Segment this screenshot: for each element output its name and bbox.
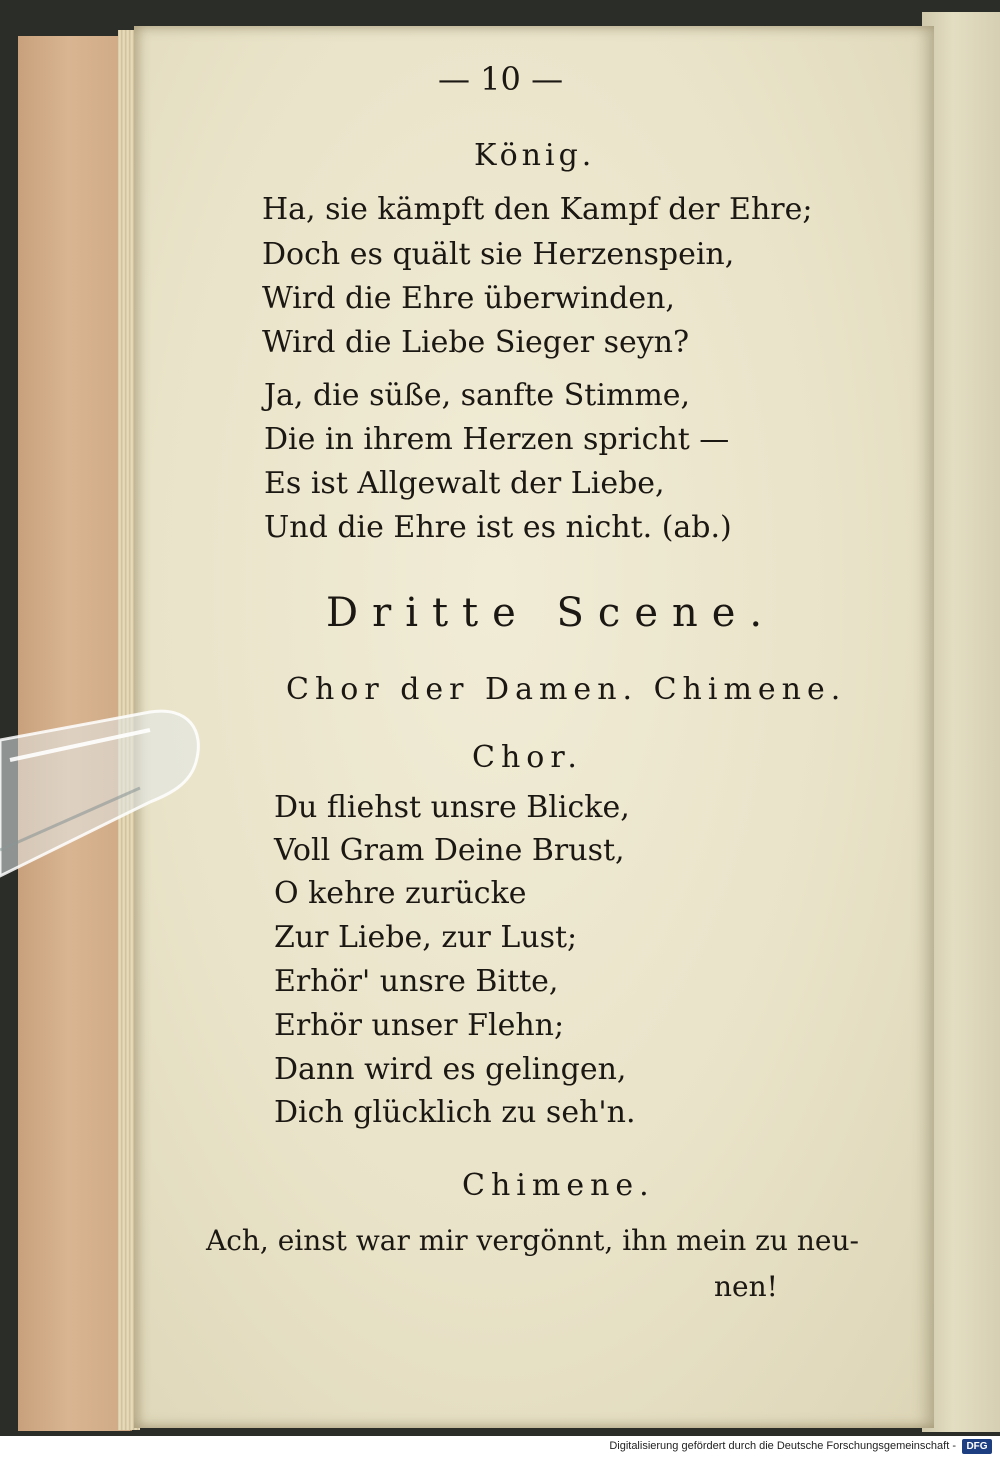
verse-line: Dich glücklich zu seh'n. xyxy=(274,1095,636,1130)
verse-line: Erhör' unsre Bitte, xyxy=(274,964,559,999)
speaker-chimene: Chimene. xyxy=(462,1168,655,1203)
verse-line: Ha, sie kämpft den Kampf der Ehre; xyxy=(262,192,813,227)
verse-line: Doch es quält sie Herzenspein, xyxy=(262,237,735,272)
verse-line: Dann wird es gelingen, xyxy=(274,1052,627,1087)
verse-line: Es ist Allgewalt der Liebe, xyxy=(264,466,665,501)
verse-line: Die in ihrem Herzen spricht — xyxy=(264,422,730,457)
verse-line: Zur Liebe, zur Lust; xyxy=(274,920,578,955)
character-list: Chor der Damen. Chimene. xyxy=(286,672,847,707)
dfg-logo: DFG xyxy=(962,1439,992,1454)
funding-notice: Digitalisierung gefördert durch die Deutsche Forschungsgemeinschaft - xyxy=(609,1440,956,1452)
page-holder-clip xyxy=(0,700,210,890)
speaker-koenig: König. xyxy=(474,138,596,173)
verse-line: Und die Ehre ist es nicht. (ab.) xyxy=(264,510,732,545)
verse-line: O kehre zurücke xyxy=(274,876,527,911)
verse-line: Erhör unser Flehn; xyxy=(274,1008,565,1043)
verse-line: Voll Gram Deine Brust, xyxy=(274,833,625,868)
speaker-chor: Chor. xyxy=(472,740,583,775)
page-number: — 10 — xyxy=(438,60,564,98)
verse-line: Ja, die süße, sanfte Stimme, xyxy=(264,378,691,413)
verse-line: Du fliehst unsre Blicke, xyxy=(274,790,630,825)
verse-line: Wird die Liebe Sieger seyn? xyxy=(262,325,690,360)
verse-line: Ach, einst war mir vergönnt, ihn mein zu neu- xyxy=(206,1224,859,1257)
scene-title: Dritte Scene. xyxy=(326,590,777,636)
verse-line: Wird die Ehre überwinden, xyxy=(262,281,675,316)
verse-line-continuation: nen! xyxy=(714,1270,778,1303)
